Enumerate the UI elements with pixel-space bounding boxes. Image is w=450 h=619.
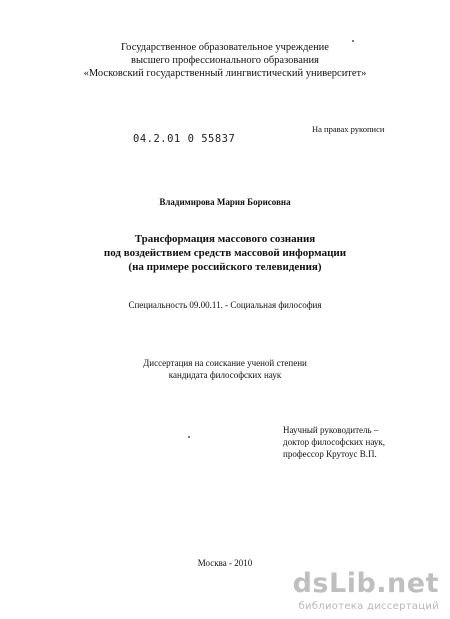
specialty: Специальность 09.00.11. - Социальная философия (128, 300, 322, 310)
org-line-2: высшего профессионального образования (131, 55, 319, 66)
watermark-logo (292, 568, 445, 614)
dissertation-line-1: Диссертация на соискание ученой степени (143, 358, 307, 368)
org-line-3: «Московский государственный лингвистический университет» (83, 68, 367, 79)
supervisor-line-2: доктор философских наук, (283, 437, 385, 447)
watermark-sub-text: библиотека диссертаций (298, 601, 439, 612)
title-line-2: под воздействием средств массовой информации (103, 247, 347, 259)
dissertation-line-2: кандидата философских наук (168, 370, 282, 380)
watermark-main-text: dsLib.net (292, 568, 439, 599)
title-line-3: (на примере российского телевидения) (128, 261, 322, 273)
org-line-1: Государственное образовательное учреждение (121, 42, 329, 53)
supervisor-line-1: Научный руководитель – (283, 425, 379, 435)
rights-note: На правах рукописи (312, 124, 385, 134)
scan-speck (352, 40, 354, 42)
city-year: Москва - 2010 (197, 558, 253, 568)
supervisor-line-3: профессор Крутоус В.П. (283, 449, 377, 459)
author-name: Владимирова Мария Борисовна (159, 197, 291, 207)
scan-speck (188, 436, 190, 438)
title-line-1: Трансформация массового сознания (134, 233, 316, 245)
archive-number: 04.2.01 0 55837 (133, 133, 236, 145)
supervisor-block (283, 424, 385, 460)
